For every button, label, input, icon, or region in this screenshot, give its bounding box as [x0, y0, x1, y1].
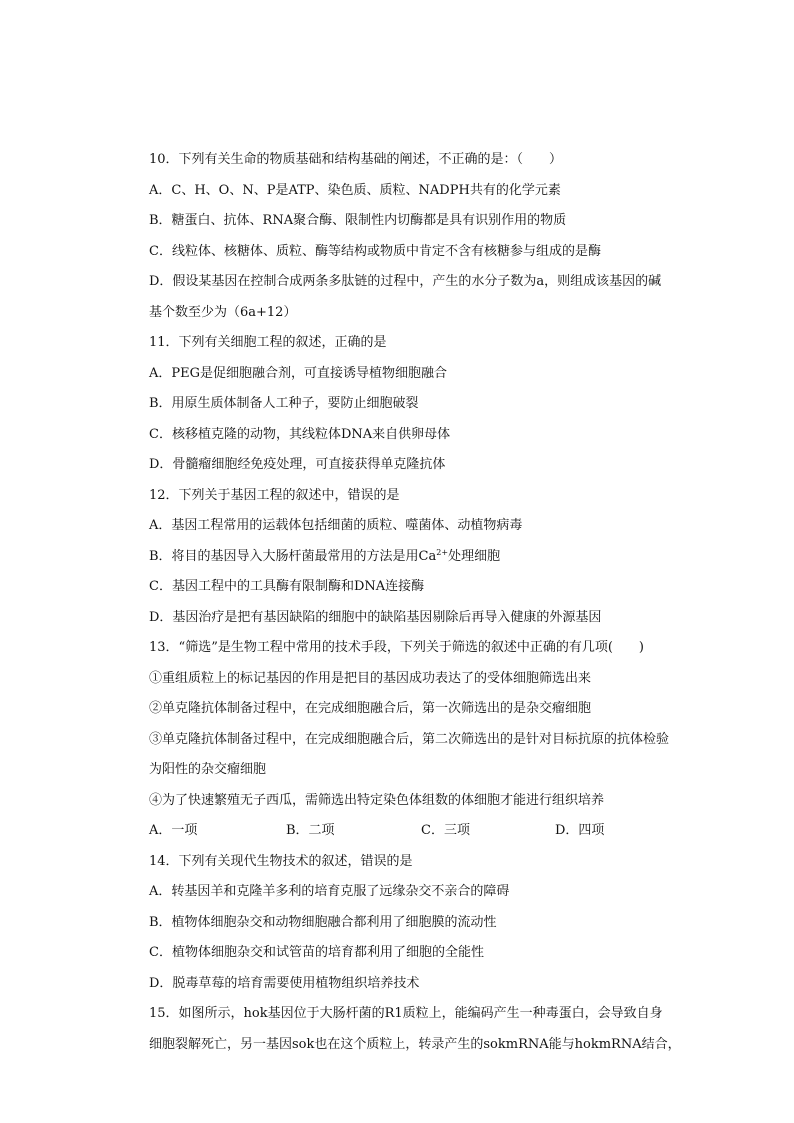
question-14-option-a: A．转基因羊和克隆羊多利的培育克服了远缘杂交不亲合的障碍 [149, 884, 510, 899]
question-13-choice-b: B．二项 [286, 823, 335, 838]
question-13-stem: 13．“筛选”是生物工程中常用的技术手段，下列关于筛选的叙述中正确的有几项( ) [149, 640, 644, 655]
calcium-charge-superscript: 2+ [436, 547, 449, 557]
question-10-option-d-continued: 基个数至少为（6a+12） [149, 304, 297, 320]
question-12-option-b-text: B．将目的基因导入大肠杆菌最常用的方法是用Ca [149, 548, 437, 564]
question-14-option-c: C．植物体细胞杂交和试管苗的培育都利用了细胞的全能性 [149, 945, 484, 960]
question-10-option-c: C．线粒体、核糖体、质粒、酶等结构或物质中肯定不含有核糖参与组成的是酶 [149, 243, 601, 259]
question-12-stem: 12．下列关于基因工程的叙述中，错误的是 [149, 487, 400, 503]
question-10-option-a: A．C、H、O、N、P是ATP、染色质、质粒、NADPH共有的化学元素 [149, 182, 561, 198]
question-14-option-d: D．脱毒草莓的培育需要使用植物组织培养技术 [149, 975, 420, 991]
question-13-item-3-continued: 为阳性的杂交瘤细胞 [149, 762, 267, 777]
exam-page [149, 145, 681, 1060]
question-12-option-a: A．基因工程常用的运载体包括细菌的质粒、噬菌体、动植物病毒 [149, 518, 523, 533]
question-12-option-b-text-end: 处理细胞 [448, 548, 501, 564]
question-11-option-b: B．用原生质体制备人工种子，要防止细胞破裂 [149, 396, 419, 411]
question-12-option-b [149, 542, 655, 573]
question-15-continued: 细胞裂解死亡，另一基因sok也在这个质粒上，转录产生的sokmRNA能与hokmRNA结合， [149, 1036, 681, 1052]
question-15-stem: 15．如图所示，hok基因位于大肠杆菌的R1质粒上，能编码产生一种毒蛋白，会导致自身 [149, 1006, 663, 1021]
question-13-choice-d: D．四项 [555, 823, 605, 838]
question-13-choice-c: C．三项 [421, 823, 470, 838]
question-13-item-2: ②单克隆抗体制备过程中，在完成细胞融合后，第一次筛选出的是杂交瘤细胞 [149, 701, 592, 716]
question-10-stem: 10．下列有关生命的物质基础和结构基础的阐述，不正确的是：（ ） [149, 152, 563, 167]
question-10-option-d: D．假设某基因在控制合成两条多肽链的过程中，产生的水分子数为a，则组成该基因的碱 [149, 274, 662, 289]
question-13-item-3: ③单克隆抗体制备过程中，在完成细胞融合后，第二次筛选出的是针对目标抗原的抗体检验 [149, 731, 670, 747]
question-14-option-b: B．植物体细胞杂交和动物细胞融合都利用了细胞膜的流动性 [149, 914, 497, 930]
question-10-option-b: B．糖蛋白、抗体、RNA聚合酶、限制性内切酶都是具有识别作用的物质 [149, 213, 567, 228]
question-12-option-d: D．基因治疗是把有基因缺陷的细胞中的缺陷基因剔除后再导入健康的外源基因 [149, 609, 602, 625]
question-12-option-c: C．基因工程中的工具酶有限制酶和DNA连接酶 [149, 579, 425, 594]
question-13-choices [149, 816, 655, 847]
question-11-option-a: A．PEG是促细胞融合剂，可直接诱导植物细胞融合 [149, 365, 448, 381]
question-13-choice-a: A．一项 [149, 823, 198, 838]
question-14-stem: 14．下列有关现代生物技术的叙述，错误的是 [149, 853, 413, 869]
question-11-stem: 11．下列有关细胞工程的叙述，正确的是 [149, 335, 387, 350]
question-13-item-1: ①重组质粒上的标记基因的作用是把目的基因成功表达了的受体细胞筛选出来 [149, 670, 592, 686]
question-11-option-d: D．骨髓瘤细胞经免疫处理，可直接获得单克隆抗体 [149, 457, 446, 472]
question-13-item-4: ④为了快速繁殖无子西瓜，需筛选出特定染色体组数的体细胞才能进行组织培养 [149, 792, 605, 808]
question-11-option-c: C．核移植克隆的动物，其线粒体DNA来自供卵母体 [149, 426, 451, 442]
